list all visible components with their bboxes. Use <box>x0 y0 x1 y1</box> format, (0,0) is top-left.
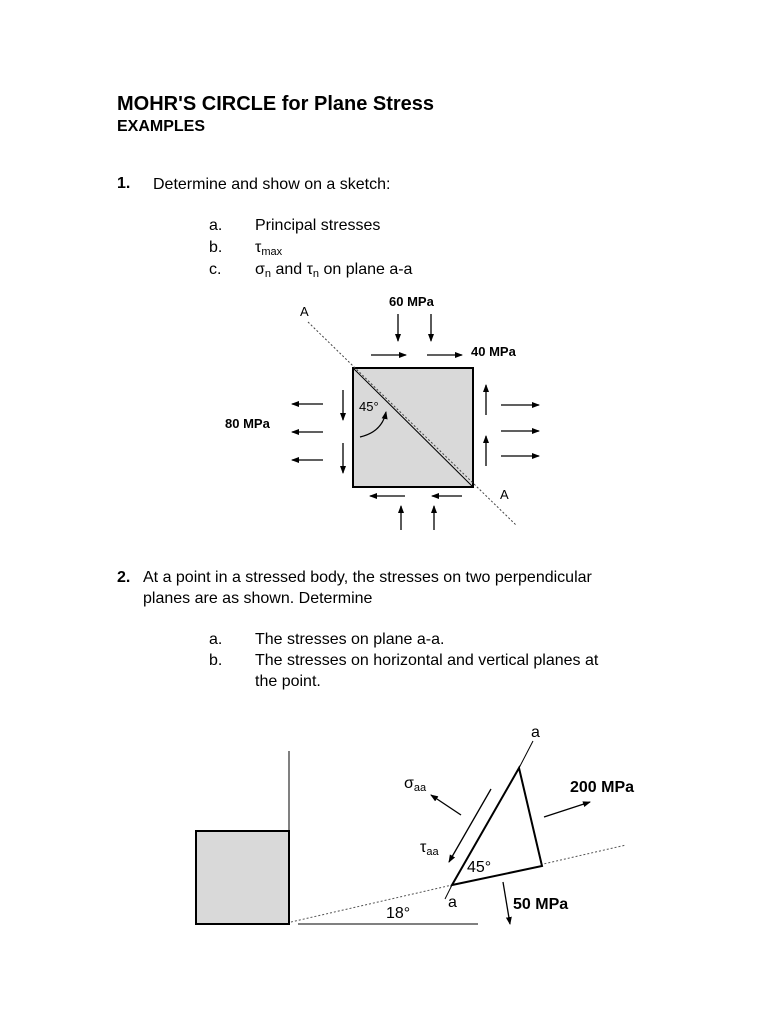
sigma-symbol: σ <box>404 775 414 792</box>
label-a-top: a <box>531 724 540 741</box>
p2-item-b-line2: the point. <box>255 673 321 690</box>
stress-element-2 <box>196 831 289 924</box>
p2-item-a-letter: a. <box>209 631 223 648</box>
p1-item-a-letter: a. <box>209 217 223 234</box>
label-18deg: 18° <box>386 905 411 922</box>
p1-item-b-letter: b. <box>209 239 223 256</box>
label-50mpa: 50 MPa <box>513 896 569 913</box>
page-subtitle: EXAMPLES <box>117 118 206 135</box>
label-200mpa: 200 MPa <box>570 779 635 796</box>
problem-1-number: 1. <box>117 175 131 192</box>
label-45deg: 45° <box>467 859 492 876</box>
and-text: and <box>271 261 307 278</box>
n-subscript: n <box>264 268 271 280</box>
p1-item-c-letter: c. <box>209 261 222 278</box>
label-60mpa: 60 MPa <box>389 294 434 309</box>
p2-item-a-text: The stresses on plane a-a. <box>255 631 445 648</box>
problem-2-number: 2. <box>117 569 131 586</box>
label-A-top: A <box>300 304 309 319</box>
label-tau-aa <box>420 839 439 858</box>
n-subscript: n <box>312 268 320 280</box>
sigma-symbol: σ <box>255 261 265 278</box>
tau-symbol: τ <box>255 239 262 256</box>
label-A-bottom: A <box>500 487 509 502</box>
wedge-triangle <box>452 768 542 885</box>
aa-subscript: aa <box>413 782 427 794</box>
label-45deg: 45° <box>359 399 379 414</box>
label-sigma-aa <box>404 775 427 794</box>
label-a-bottom: a <box>448 894 457 911</box>
plane-a-line-top <box>519 741 533 768</box>
problem-2-prompt-line2: planes are as shown. Determine <box>143 590 373 607</box>
p2-item-b-letter: b. <box>209 652 223 669</box>
p2-item-b-line1: The stresses on horizontal and vertical planes at <box>255 652 599 669</box>
max-subscript: max <box>261 246 283 258</box>
p1-item-a-text: Principal stresses <box>255 217 381 234</box>
arrow-50mpa <box>503 882 510 924</box>
problem-1-prompt: Determine and show on a sketch: <box>153 176 391 193</box>
arrow-200mpa <box>544 802 590 817</box>
plane-text: on plane a-a <box>319 261 413 278</box>
page-title: MOHR'S CIRCLE for Plane Stress <box>117 93 435 115</box>
label-40mpa: 40 MPa <box>471 344 516 359</box>
tau-symbol: τ <box>306 261 313 278</box>
problem-2-prompt-line1: At a point in a stressed body, the stresses on two perpendicular <box>143 569 592 586</box>
arrow-sigma-aa <box>431 795 461 815</box>
aa-subscript: aa <box>426 846 439 858</box>
tau-symbol: τ <box>420 839 427 856</box>
label-80mpa: 80 MPa <box>225 416 270 431</box>
